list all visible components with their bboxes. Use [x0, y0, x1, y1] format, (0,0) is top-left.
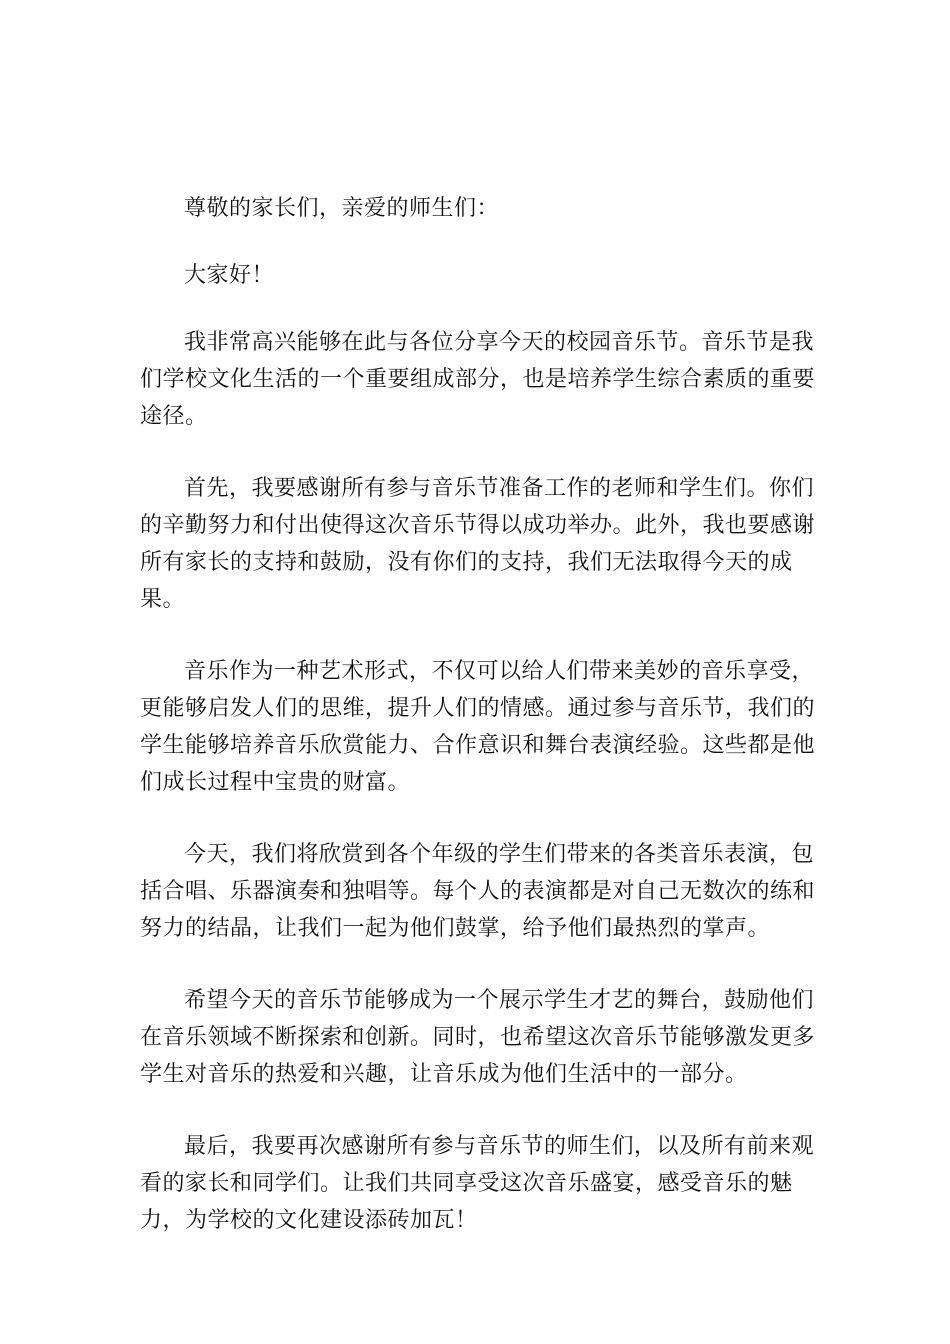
paragraph-thanks: 首先，我要感谢所有参与音乐节准备工作的老师和学生们。你们的辛勤努力和付出使得这次音乐节得以成功举办。此外，我也要感谢所有家长的支持和鼓励，没有你们的支持，我们无法取得今天的成果。 [140, 476, 816, 612]
salutation: 尊敬的家长们，亲爱的师生们： [184, 196, 500, 221]
paragraph-hope: 希望今天的音乐节能够成为一个展示学生才艺的舞台，鼓励他们在音乐领域不断探索和创新。同时，也希望这次音乐节能够激发更多学生对音乐的热爱和兴趣，让音乐成为他们生活中的一部分。 [140, 988, 816, 1087]
paragraph-performances: 今天，我们将欣赏到各个年级的学生们带来的各类音乐表演，包括合唱、乐器演奏和独唱等。每个人的表演都是对自己无数次的练和努力的结晶，让我们一起为他们鼓掌，给予他们最热烈的掌声。 [140, 842, 816, 941]
document-body [140, 190, 830, 1274]
paragraph-music-value: 音乐作为一种艺术形式，不仅可以给人们带来美妙的音乐享受，更能够启发人们的思维，提升人们的情感。通过参与音乐节，我们的学生能够培养音乐欣赏能力、合作意识和舞台表演经验。这些都是他们成长过程中宝贵的财富。 [140, 659, 816, 795]
greeting: 大家好！ [184, 263, 275, 288]
paragraph-intro: 我非常高兴能够在此与各位分享今天的校园音乐节。音乐节是我们学校文化生活的一个重要组成部分，也是培养学生综合素质的重要途径。 [140, 330, 816, 429]
paragraph-closing: 最后，我要再次感谢所有参与音乐节的师生们，以及所有前来观看的家长和同学们。让我们共同享受这次音乐盛宴，感受音乐的魅力，为学校的文化建设添砖加瓦！ [140, 1134, 815, 1233]
